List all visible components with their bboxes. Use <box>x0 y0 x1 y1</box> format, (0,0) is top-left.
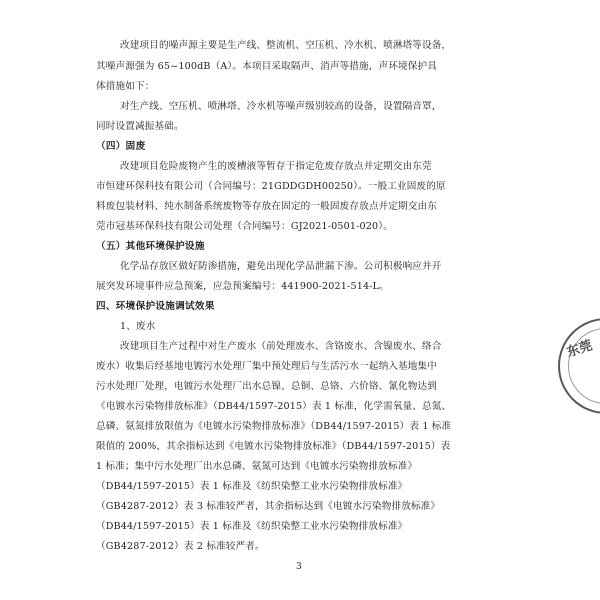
text-line: 废水）收集后经基地电镀污水处理厂集中预处理后与生活污水一起纳入基地集中 <box>96 361 438 372</box>
text-line: 限值的 200%，其余指标达到《电镀水污染物排放标准》（DB44/1597-2015）表 <box>96 441 451 452</box>
text-line: 其噪声源强为 65~100dB（A）。本项目采取隔声、消声等措施，声环境保护具 <box>96 61 437 72</box>
text-line: （DB44/1597-2015）表 1 标准及《纺织染整工业水污染物排放标准》 <box>96 481 408 492</box>
subsection-heading-wastewater: 1、废水 <box>120 321 156 332</box>
text-line: （DB44/1597-2015）表 1 标准及《纺织染整工业水污染物排放标准》 <box>96 521 408 532</box>
text-line: 市恒建环保科技有限公司（合同编号：21GDDGDH00250）。一般工业固废的原 <box>96 181 446 192</box>
section-heading-debugging-effect: 四、环境保护设施调试效果 <box>96 301 215 312</box>
text-line: （GB4287-2012）表 2 标准较严者。 <box>96 541 265 552</box>
text-line: 同时设置减振基础。 <box>96 121 184 132</box>
text-line: （GB4287-2012）表 3 标准较严者，其余指标达到《电镀水污染物排放标准》 <box>96 501 441 512</box>
text-line: 污水处理厂处理，电镀污水处理厂出水总镍、总铜、总铬、六价铬、氰化物达到 <box>96 381 438 392</box>
text-line: 1 标准；集中污水处理厂出水总磷、氨氮可达到《电镀水污染物排放标准》 <box>96 461 418 472</box>
text-line: 改建项目生产过程中对生产废水（前处理废水、含铬废水、含镍废水、络合 <box>120 341 442 352</box>
text-line: 改建项目危险废物产生的废槽液等暂存于指定危废存放点并定期交由东莞 <box>120 161 432 172</box>
text-line: 改建项目的噪声源主要是生产线、整流机、空压机、冷水机、喷淋塔等设备， <box>120 40 452 51</box>
text-line: 体措施如下： <box>96 81 155 92</box>
page-number: 3 <box>296 562 302 572</box>
text-line: 化学品存放区做好防渗措施，避免出现化学品泄漏下渗。公司积极响应并开 <box>120 261 442 272</box>
seal-stamp <box>558 318 600 414</box>
section-heading-solid-waste: （四）固废 <box>96 141 146 152</box>
seal-text: 东莞 <box>564 338 595 361</box>
text-line: 《电镀水污染物排放标准》（DB44/1597-2015）表 1 标准，化学需氧量、总氮、 <box>96 401 452 412</box>
text-line: 展突发环境事件应急预案，应急预案编号：441900-2021-514-L。 <box>96 281 389 292</box>
text-line: 对生产线、空压机、喷淋塔、冷水机等噪声级别较高的设备，设置隔音罩， <box>120 101 442 112</box>
text-line: 料废包装材料、纯水制备系统废物等存放在固定的一般固废存放点并定期交由东 <box>96 201 438 212</box>
section-heading-other-facilities: （五）其他环境保护设施 <box>96 241 205 252</box>
text-line: 总磷、氨氮排放限值为《电镀水污染物排放标准》（DB44/1597-2015）表 1 标准 <box>96 421 452 432</box>
text-line: 莞市冠基环保科技有限公司处理（合同编号：GJ2021-0501-020）。 <box>96 221 393 232</box>
